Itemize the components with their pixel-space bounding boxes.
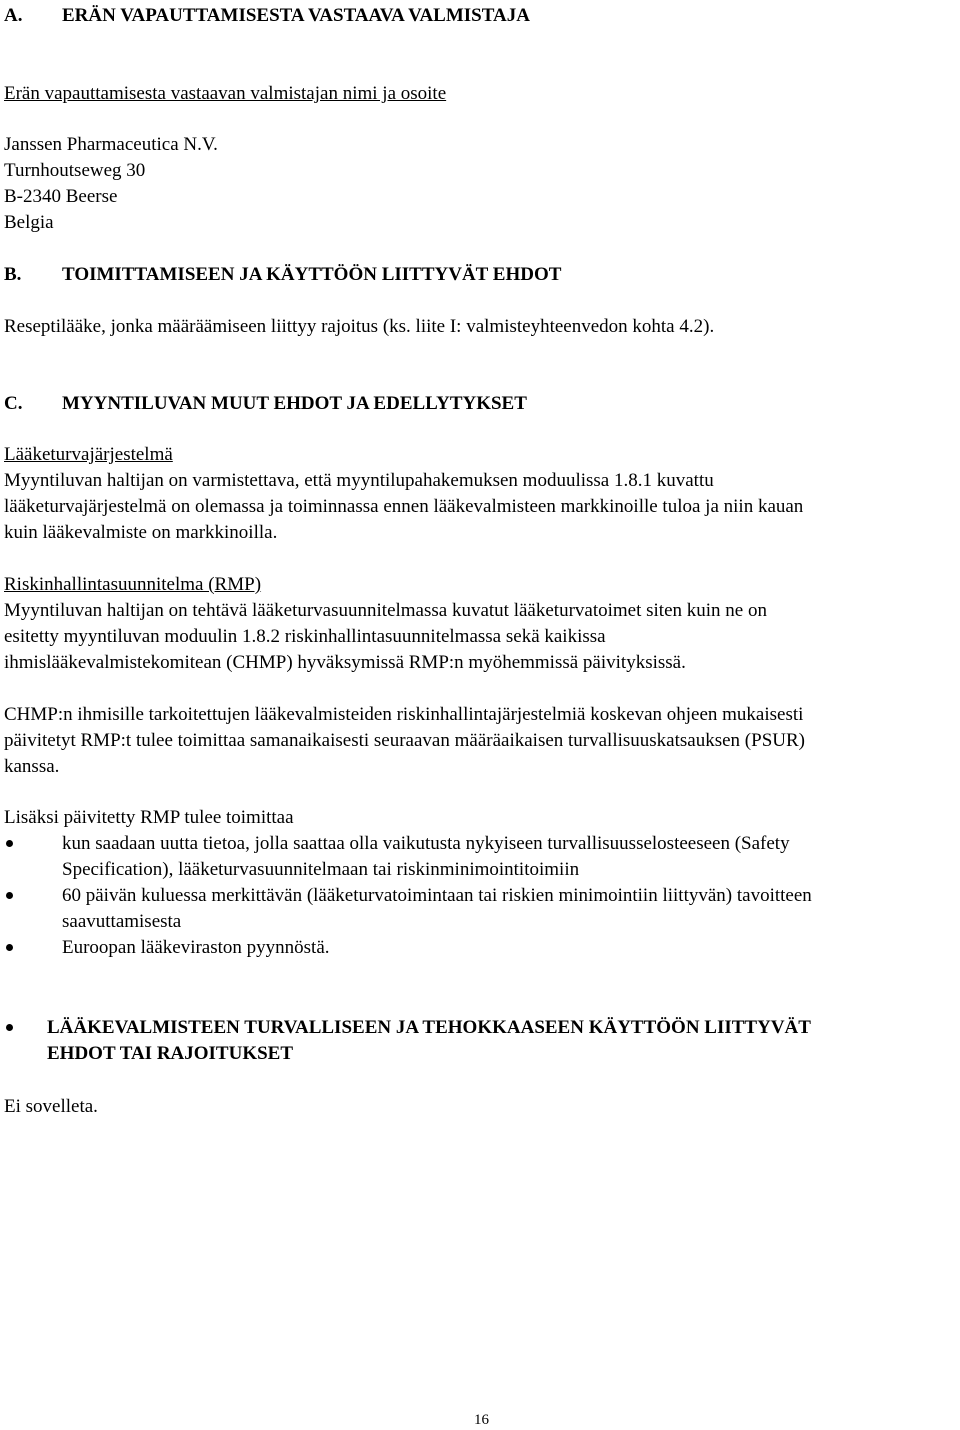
bullet-icon — [6, 840, 13, 847]
address-line: Turnhoutseweg 30 — [4, 160, 146, 181]
bullet-icon — [6, 892, 13, 899]
bullet-item-line: 60 päivän kuluessa merkittävän (lääketurvatoimintaan tai riskien minimointiin liittyvän) tavoitteen — [62, 885, 812, 906]
section-d-text: Ei sovelleta. — [4, 1096, 98, 1117]
section-d-heading: LÄÄKEVALMISTEEN TURVALLISEEN JA TEHOKKAASEEN KÄYTTÖÖN LIITTYVÄT — [47, 1017, 811, 1038]
manufacturer-subheading: Erän vapauttamisesta vastaavan valmistajan nimi ja osoite — [4, 83, 447, 104]
additional-intro: Lisäksi päivitetty RMP tulee toimittaa — [4, 807, 294, 828]
bullet-icon — [6, 1024, 13, 1031]
chmp-paragraph-line: päivitetyt RMP:t tulee toimittaa samanaikaisesti seuraavan määräaikaisen turvallisuuskatsauksen (PSUR) — [4, 730, 805, 751]
address-line: Belgia — [4, 212, 54, 233]
address-line: Janssen Pharmaceutica N.V. — [4, 134, 218, 155]
section-d-heading: EHDOT TAI RAJOITUKSET — [47, 1043, 294, 1064]
section-a-heading: ERÄN VAPAUTTAMISESTA VASTAAVA VALMISTAJA — [62, 5, 530, 26]
section-c-number: C. — [4, 393, 23, 414]
section-b-heading: TOIMITTAMISEEN JA KÄYTTÖÖN LIITTYVÄT EHDOT — [62, 264, 562, 285]
bullet-item-line: kun saadaan uutta tietoa, jolla saattaa olla vaikutusta nykyiseen turvallisuusselosteeseen (Safety — [62, 833, 790, 854]
pharmacovigilance-line: kuin lääkevalmiste on markkinoilla. — [4, 522, 278, 543]
chmp-paragraph-line: kanssa. — [4, 756, 60, 777]
bullet-icon — [6, 944, 13, 951]
address-line: B-2340 Beerse — [4, 186, 118, 207]
pharmacovigilance-line: lääketurvajärjestelmä on olemassa ja toiminnassa ennen lääkevalmisteen markkinoille tuloa ja niin kauan — [4, 496, 804, 517]
rmp-line: esitetty myyntiluvan moduulin 1.8.2 riskinhallintasuunnitelmassa sekä kaikissa — [4, 626, 606, 647]
section-b-number: B. — [4, 264, 22, 285]
bullet-item-line: Specification), lääketurvasuunnitelmaan tai riskinminimointitoimiin — [62, 859, 580, 880]
section-c-heading: MYYNTILUVAN MUUT EHDOT JA EDELLYTYKSET — [62, 393, 527, 414]
bullet-item-line: Euroopan lääkeviraston pyynnöstä. — [62, 937, 330, 958]
rmp-line: ihmislääkevalmistekomitean (CHMP) hyväksymissä RMP:n myöhemmissä päivityksissä. — [4, 652, 686, 673]
section-a-number: A. — [4, 5, 23, 26]
pharmacovigilance-title: Lääketurvajärjestelmä — [4, 444, 173, 465]
rmp-title: Riskinhallintasuunnitelma (RMP) — [4, 574, 262, 595]
bullet-item-line: saavuttamisesta — [62, 911, 182, 932]
rmp-line: Myyntiluvan haltijan on tehtävä lääketurvasuunnitelmassa kuvatut lääketurvatoimet siten kuin ne on — [4, 600, 767, 621]
page-number: 16 — [474, 1412, 489, 1428]
chmp-paragraph-line: CHMP:n ihmisille tarkoitettujen lääkevalmisteiden riskinhallintajärjestelmiä koskevan ohjeen mukaisesti — [4, 704, 804, 725]
section-b-text: Reseptilääke, jonka määräämiseen liittyy rajoitus (ks. liite I: valmisteyhteenvedon kohta 4.2). — [4, 316, 715, 337]
pharmacovigilance-line: Myyntiluvan haltijan on varmistettava, että myyntilupahakemuksen moduulissa 1.8.1 kuvattu — [4, 470, 714, 491]
